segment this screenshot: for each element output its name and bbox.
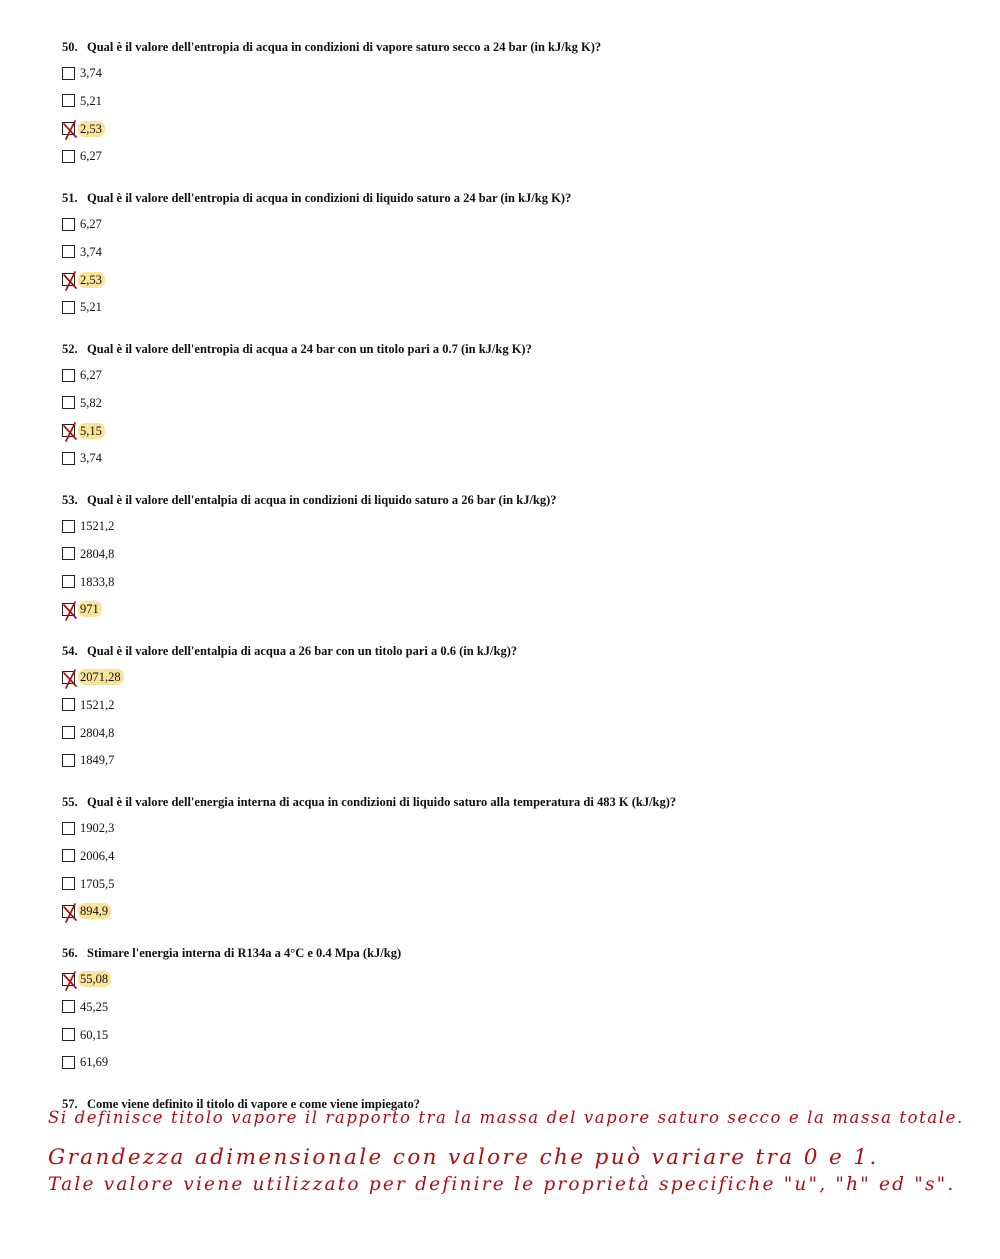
question-52 xyxy=(62,342,532,357)
checkbox[interactable] xyxy=(62,245,75,258)
answer-option[interactable] xyxy=(62,272,105,288)
question-text: Qual è il valore dell'entropia di acqua in condizioni di vapore saturo secco a 24 bar (in kJ/kg K)? xyxy=(87,40,602,54)
answer-option[interactable] xyxy=(62,367,105,383)
checked-checkbox[interactable] xyxy=(62,603,75,616)
check-mark-icon xyxy=(60,667,80,689)
question-number: 56. xyxy=(62,946,78,960)
checkbox[interactable] xyxy=(62,726,75,739)
answer-option[interactable] xyxy=(62,601,102,617)
option-label: 60,15 xyxy=(80,1027,109,1042)
option-label: 1833,8 xyxy=(80,574,115,589)
checkbox[interactable] xyxy=(62,1056,75,1069)
question-number: 57. xyxy=(62,1097,78,1111)
option-label: 1849,7 xyxy=(80,753,115,768)
answer-option[interactable] xyxy=(62,971,111,987)
check-mark-icon xyxy=(60,901,80,923)
answer-option[interactable] xyxy=(62,1054,111,1070)
question-number: 53. xyxy=(62,493,78,507)
option-label: 1521,2 xyxy=(80,697,115,712)
answer-option[interactable] xyxy=(62,574,117,590)
option-label: 1705,5 xyxy=(80,876,115,891)
option-label: 2804,8 xyxy=(80,546,115,561)
question-53 xyxy=(62,493,557,508)
checked-checkbox[interactable] xyxy=(62,973,75,986)
checkbox[interactable] xyxy=(62,520,75,533)
question-number: 55. xyxy=(62,795,78,809)
selected-option-label: 5,15 xyxy=(78,423,105,439)
checked-checkbox[interactable] xyxy=(62,424,75,437)
option-label: 2006,4 xyxy=(80,848,115,863)
answer-option[interactable] xyxy=(62,395,105,411)
handwritten-answer-line-2: Grandezza adimensionale con valore che può variare tra 0 e 1. xyxy=(48,1145,879,1170)
checkbox[interactable] xyxy=(62,698,75,711)
checkbox[interactable] xyxy=(62,218,75,231)
check-mark-icon xyxy=(60,599,80,621)
option-label: 6,27 xyxy=(80,368,102,382)
answer-option[interactable] xyxy=(62,876,117,892)
checkbox[interactable] xyxy=(62,301,75,314)
check-mark-icon xyxy=(60,269,80,291)
checkbox[interactable] xyxy=(62,452,75,465)
question-number: 50. xyxy=(62,40,78,54)
question-text: Come viene definito il titolo di vapore e come viene impiegato? xyxy=(87,1097,421,1111)
handwritten-answer-line-3: Tale valore viene utilizzato per definire le proprietà specifiche "u", "h" ed "s". xyxy=(48,1174,956,1195)
option-label: 61,69 xyxy=(80,1055,109,1070)
answer-option[interactable] xyxy=(62,1027,111,1043)
answer-option[interactable] xyxy=(62,903,111,919)
question-text: Qual è il valore dell'entropia di acqua in condizioni di liquido saturo a 24 bar (in kJ/kg K)? xyxy=(87,191,572,205)
option-label: 45,25 xyxy=(80,999,109,1014)
answer-option[interactable] xyxy=(62,121,105,137)
check-mark-icon xyxy=(60,969,80,991)
answer-option[interactable] xyxy=(62,697,117,713)
selected-option-label: 2,53 xyxy=(78,272,105,288)
handwritten-answer-line-1: Si definisce titolo vapore il rapporto tra la massa del vapore saturo secco e la massa totale. xyxy=(48,1108,964,1127)
option-label: 1902,3 xyxy=(80,821,115,835)
answer-option[interactable] xyxy=(62,93,105,109)
question-51 xyxy=(62,191,571,206)
question-text: Qual è il valore dell'energia interna di acqua in condizioni di liquido saturo alla temperatura di 483 K (kJ/kg)? xyxy=(87,795,677,809)
option-label: 3,74 xyxy=(80,244,102,259)
question-text: Qual è il valore dell'entalpia di acqua in condizioni di liquido saturo a 26 bar (in kJ/kg)? xyxy=(87,493,557,507)
checked-checkbox[interactable] xyxy=(62,671,75,684)
question-55 xyxy=(62,795,676,810)
checkbox[interactable] xyxy=(62,67,75,80)
checkbox[interactable] xyxy=(62,849,75,862)
checked-checkbox[interactable] xyxy=(62,905,75,918)
selected-option-label: 971 xyxy=(78,601,102,617)
question-54 xyxy=(62,644,517,659)
checkbox[interactable] xyxy=(62,94,75,107)
answer-option[interactable] xyxy=(62,65,105,81)
checkbox[interactable] xyxy=(62,754,75,767)
checked-checkbox[interactable] xyxy=(62,273,75,286)
option-label: 6,27 xyxy=(80,217,102,231)
check-mark-icon xyxy=(60,118,80,140)
question-text: Qual è il valore dell'entropia di acqua a 24 bar con un titolo pari a 0.7 (in kJ/kg K)? xyxy=(87,342,532,356)
option-label: 5,21 xyxy=(80,93,102,108)
checkbox[interactable] xyxy=(62,547,75,560)
option-label: 5,82 xyxy=(80,395,102,410)
option-label: 2804,8 xyxy=(80,725,115,740)
answer-option[interactable] xyxy=(62,216,105,232)
answer-option[interactable] xyxy=(62,244,105,260)
option-label: 5,21 xyxy=(80,300,102,315)
checkbox[interactable] xyxy=(62,1028,75,1041)
option-label: 1521,2 xyxy=(80,519,115,533)
checkbox[interactable] xyxy=(62,150,75,163)
checkbox[interactable] xyxy=(62,396,75,409)
question-text: Stimare l'energia interna di R134a a 4°C e 0.4 Mpa (kJ/kg) xyxy=(87,946,402,960)
checkbox[interactable] xyxy=(62,1000,75,1013)
answer-option[interactable] xyxy=(62,999,111,1015)
question-number: 54. xyxy=(62,644,78,658)
option-label: 3,74 xyxy=(80,451,102,466)
selected-option-label: 55,08 xyxy=(78,971,111,987)
checkbox[interactable] xyxy=(62,575,75,588)
question-56 xyxy=(62,946,401,961)
question-number: 51. xyxy=(62,191,78,205)
question-number: 52. xyxy=(62,342,78,356)
answer-option[interactable] xyxy=(62,725,117,741)
answer-option[interactable] xyxy=(62,518,117,534)
checkbox[interactable] xyxy=(62,369,75,382)
answer-option[interactable] xyxy=(62,820,117,836)
question-50 xyxy=(62,40,601,55)
check-mark-icon xyxy=(60,420,80,442)
checkbox[interactable] xyxy=(62,877,75,890)
answer-option[interactable] xyxy=(62,299,105,315)
option-label: 3,74 xyxy=(80,66,102,80)
checked-checkbox[interactable] xyxy=(62,122,75,135)
answer-option[interactable] xyxy=(62,669,124,685)
answer-option[interactable] xyxy=(62,848,117,864)
answer-option[interactable] xyxy=(62,752,117,768)
selected-option-label: 894,9 xyxy=(78,903,111,919)
answer-option[interactable] xyxy=(62,546,117,562)
selected-option-label: 2071,28 xyxy=(78,669,124,685)
checkbox[interactable] xyxy=(62,822,75,835)
answer-option[interactable] xyxy=(62,148,105,164)
answer-option[interactable] xyxy=(62,450,105,466)
option-label: 6,27 xyxy=(80,149,102,164)
selected-option-label: 2,53 xyxy=(78,121,105,137)
question-text: Qual è il valore dell'entalpia di acqua a 26 bar con un titolo pari a 0.6 (in kJ/kg)? xyxy=(87,644,518,658)
answer-option[interactable] xyxy=(62,423,105,439)
